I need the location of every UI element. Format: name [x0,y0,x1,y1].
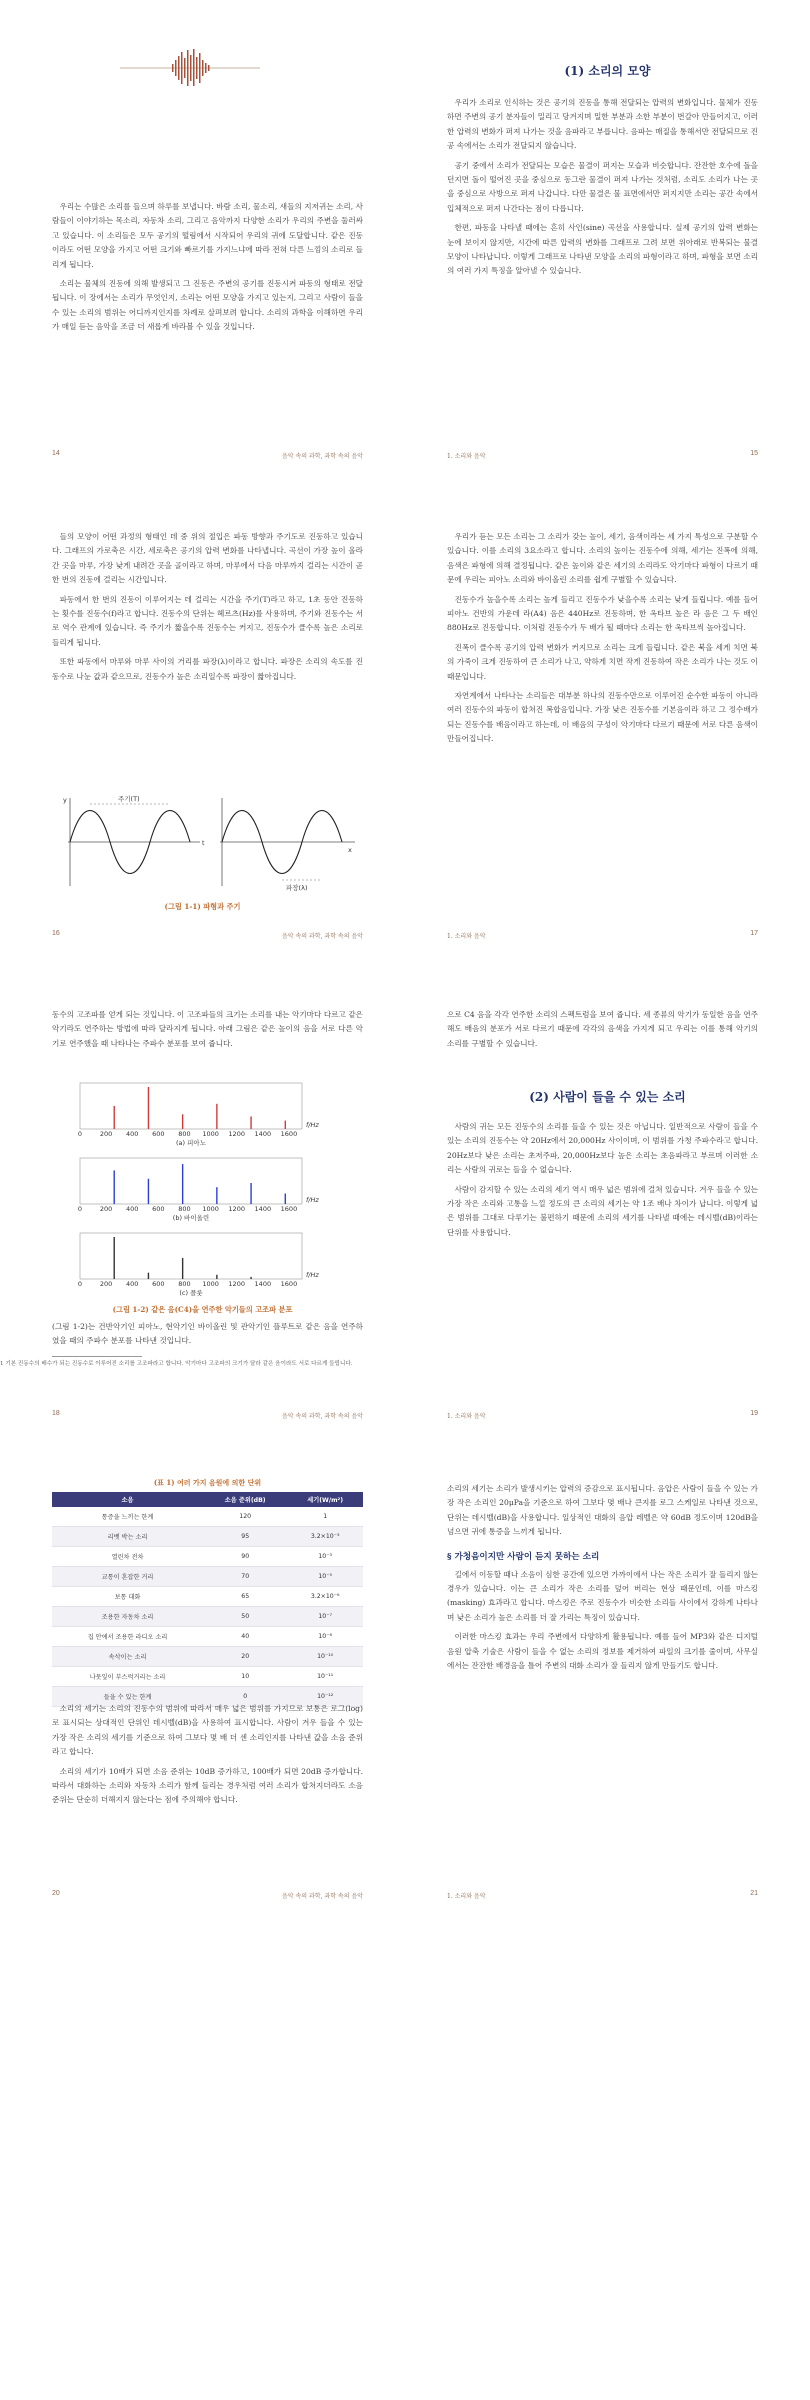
x-tick-label: 800 [178,1130,191,1138]
x-tick-label: 600 [152,1130,165,1138]
spectrum-panel [78,1158,319,1222]
page-18 [0,960,405,1440]
page-number: 16 [52,930,60,937]
page-footer [52,1890,363,1902]
y-axis-label: y [63,796,67,804]
x-axis-unit: f/Hz [306,1271,319,1279]
table-title: (표 1) 여러 가지 음원에 의한 단위 [153,1478,262,1487]
table-row: 조용한 자동차 소리 50 10⁻⁷ [52,1607,363,1627]
running-title: 1. 소리와 음악 [447,453,486,460]
x-axis-unit: f/Hz [306,1196,319,1204]
wavelength-label: 파장(λ) [286,884,308,892]
paragraph: 진동수가 높을수록 소리는 높게 들리고 진동수가 낮을수록 소리는 낮게 들립니다. 예를 들어 피아노 건반의 가운데 라(A4) 음은 440Hz로 진동하며, 한 옥타브 높은 라 음은 그 두 배인 880Hz로 진동합니다. 이처럼 진동수가 두 배가 될 때마다 소리는 한 옥타브씩 높아집니다. [447,594,758,633]
column-header: 소음 준위(dB) [203,1492,287,1507]
page-16 [0,480,405,960]
body-text [52,1702,363,1813]
x-tick-label: 1000 [202,1130,219,1138]
body-text [447,1120,758,1245]
plot-frame [80,1158,302,1204]
page-footer [447,930,758,942]
spread-16-17 [0,480,810,960]
soundwave-logo-icon [120,46,260,86]
page-number: 14 [52,450,60,457]
paragraph: 동수의 고조파를 얻게 되는 것입니다. 이 고조파들의 크기는 소리를 내는 악기마다 다르고 같은 악기라도 연주하는 방법에 따라 달라지게 됩니다. 아래 그림은 같은 높이의 음을 서로 다른 악기로 연주했을 때 나타나는 주파수 분포를 보여 줍니다. [52,1010,363,1048]
paragraph: 으로 C4 음을 각각 연주한 소리의 스펙트럼을 보여 줍니다. 세 종류의 악기가 동일한 음을 연주해도 배음의 분포가 서로 다르기 때문에 각각의 음색을 가지게 되고 우리는 이를 통해 악기의 소리를 구별할 수 있습니다. [447,1010,758,1048]
spread-14-15 [0,0,810,480]
x-tick-label: 0 [77,1205,83,1213]
running-title: 음악 속의 과학, 과학 속의 음악 [282,933,363,940]
paragraph: 자연계에서 나타나는 소리들은 대부분 하나의 진동수만으로 이루어진 순수한 파동이 아니라 여러 진동수의 파동이 합쳐진 복합음입니다. 가장 낮은 진동수를 기본음이라 하고 그 정수배가 되는 진동수를 배음이라고 하는데, 이 배음의 구성이 악기마다 다르기 때문에 서로 다른 음색이 만들어집니다. [447,691,758,744]
body-text [52,200,363,340]
page-number: 20 [52,1890,60,1897]
paragraph: 우리는 수많은 소리를 들으며 하루를 보냅니다. 바람 소리, 물소리, 새들의 지저귀는 소리, 사람들이 이야기하는 목소리, 자동차 소리, 그리고 음악까지 다양한 소리가 우리의 주변을 둘러싸고 있습니다. 이 소리들은 모두 공기의 떨림에서 시작되어 우리의 귀에 도달합니다. 같은 진동이라도 어떤 모양을 가지고 어떤 크기와 빠르기를 가지느냐에 따라 전혀 다른 느낌의 소리로 들리게 됩니다. [52,202,363,269]
table-row: 통증을 느끼는 한계 120 1 [52,1507,363,1527]
spread-18-19 [0,960,810,1440]
x-tick-label: 0 [77,1130,83,1138]
page-footer [52,930,363,942]
page-15 [405,0,810,480]
running-title: 1. 소리와 음악 [447,1893,486,1900]
footnote: 1 기본 진동수의 배수가 되는 진동수로 이루어진 소리를 고조파라고 합니다. 악기마다 고조파의 크기가 달라 같은 음이라도 서로 다르게 들립니다. [0,1361,353,1367]
body-text [52,1320,363,1354]
page-footer [447,1890,758,1902]
body-text [447,530,758,752]
body-text [447,1482,758,1678]
paragraph: 사람이 감지할 수 있는 소리의 세기 역시 매우 넓은 범위에 걸쳐 있습니다. 겨우 들을 수 있는 가장 작은 소리와 고통을 느낄 정도의 큰 소리의 세기는 약 1조 배나 차이가 납니다. 이렇게 넓은 범위를 그대로 다루기는 불편하기 때문에 소리의 세기를 나타낼 때에는 데시벨(dB)이라는 단위를 사용합니다. [447,1184,758,1237]
x-tick-label: 1400 [254,1130,272,1138]
running-title: 1. 소리와 음악 [447,1413,486,1420]
x-tick-label: 800 [178,1205,191,1213]
paragraph: 소리의 세기는 소리의 진동수의 범위에 따라서 매우 넓은 범위를 가지므로 보통은 로그(log)로 표시되는 상대적인 단위인 데시벨(dB)을 사용하여 표시합니다. 사람이 겨우 들을 수 있는 가장 작은 소리의 세기를 기준으로 하여 그보다 몇 배 더 센 소리인지를 나타낸 값을 소음 준위라고 합니다. [52,1704,363,1757]
running-title: 음악 속의 과학, 과학 속의 음악 [282,1413,363,1420]
x-tick-label: 400 [126,1280,139,1288]
running-title: 음악 속의 과학, 과학 속의 음악 [282,1893,363,1900]
page-footer [52,450,363,462]
x-tick-label: 1200 [228,1130,245,1138]
section-heading: (2) 사람이 들을 수 있는 소리 [529,1090,686,1104]
paragraph: 소리의 세기는 소리가 발생시키는 압력의 증감으로 표시됩니다. 음압은 사람이 들을 수 있는 가장 작은 소리인 20μPa을 기준으로 하여 그보다 몇 배나 큰지를 로그 스케일로 나타낸 것으로, 단위는 데시벨(dB)을 사용합니다. 일상적인 대화의 음압 레벨은 약 60dB 정도이며 120dB을 넘으면 귀에 통증을 느끼게 됩니다. [447,1484,758,1537]
paragraph: 길에서 이동할 때나 소음이 심한 공간에 있으면 가까이에서 나는 작은 소리가 잘 들리지 않는 경우가 있습니다. 이는 큰 소리가 작은 소리를 덮어 버리는 현상 때문인데, 이를 마스킹(masking) 효과라고 합니다. 마스킹은 주로 진동수가 비슷한 소리들 사이에서 강하게 나타나며 낮은 소리가 높은 소리를 더 잘 가리는 특징이 있습니다. [447,1569,758,1622]
page-19 [405,960,810,1440]
page-number: 18 [52,1410,60,1417]
paragraph: 사람의 귀는 모든 진동수의 소리를 들을 수 있는 것은 아닙니다. 일반적으로 사람이 들을 수 있는 소리의 진동수는 약 20Hz에서 20,000Hz 사이이며, 이 범위를 가청 주파수라고 합니다. 20Hz보다 낮은 소리는 초저주파, 20,000Hz보다 높은 소리는 초음파라고 부르며 이러한 소리는 사람의 귀로는 들을 수 없습니다. [447,1122,758,1175]
x-tick-label: 200 [99,1130,113,1138]
x-tick-label: 1600 [280,1130,298,1138]
spectrum-panel [78,1083,319,1147]
page-21 [405,1440,810,1920]
running-title: 1. 소리와 음악 [447,933,486,940]
table-row: 속삭이는 소리 20 10⁻¹⁰ [52,1647,363,1667]
t-axis-label: t [202,839,205,847]
x-tick-label: 400 [126,1130,139,1138]
x-tick-label: 1000 [202,1280,219,1288]
paragraph: 우리가 듣는 모든 소리는 그 소리가 갖는 높이, 세기, 음색이라는 세 가지 특성으로 구분할 수 있습니다. 이를 소리의 3요소라고 합니다. 소리의 높이는 진동수에 의해, 세기는 진폭에 의해, 음색은 파형에 의해 결정됩니다. 같은 높이와 같은 세기의 소리라도 악기마다 파형이 다르기 때문에 우리는 피아노 소리와 바이올린 소리를 쉽게 구별할 수 있습니다. [447,532,758,585]
paragraph: 공기 중에서 소리가 전달되는 모습은 물결이 퍼지는 모습과 비슷합니다. 잔잔한 호수에 돌을 던지면 돌이 떨어진 곳을 중심으로 동그란 물결이 퍼져 나가는 것처럼, 소리도 소리가 나는 곳을 중심으로 사방으로 퍼져 나갑니다. 다만 물결은 물 표면에서만 퍼지지만 소리는 공간 속에서 입체적으로 퍼져 나간다는 점이 다릅니다. [447,160,758,213]
waveform-figure [60,790,360,895]
paragraph: 또한 파동에서 마루와 마루 사이의 거리를 파장(λ)이라고 합니다. 파장은 소리의 속도를 진동수로 나눈 값과 같으므로, 진동수가 높은 소리일수록 파장이 짧아집니다. [52,657,363,681]
table-row: 집 안에서 조용한 라디오 소리 40 10⁻⁸ [52,1627,363,1647]
x-tick-label: 1600 [280,1280,298,1288]
plot-frame [80,1233,302,1279]
page-number: 17 [750,930,758,937]
x-tick-label: 800 [178,1280,191,1288]
sub-heading: § 가청음이지만 사람이 듣지 못하는 소리 [447,1551,600,1562]
table-block [52,1478,363,1707]
column-header: 소음 [52,1492,203,1507]
x-axis-label: x [348,846,352,854]
section-heading: (1) 소리의 모양 [564,64,651,78]
body-text [52,530,363,689]
page-14 [0,0,405,480]
x-tick-label: 200 [99,1205,113,1213]
page-footer [52,1410,363,1422]
paragraph: 이러한 마스킹 효과는 우리 주변에서 다양하게 활용됩니다. 예를 들어 MP3와 같은 디지털 음원 압축 기술은 사람이 들을 수 없는 소리의 정보를 제거하여 파일의 크기를 줄이며, 사무실에서는 잔잔한 배경음을 틀어 주변의 대화 소리가 잘 들리지 않게 만들기도 합니다. [447,1632,758,1671]
x-tick-label: 1200 [228,1280,245,1288]
body-text [52,1008,363,1056]
x-tick-label: 1000 [202,1205,219,1213]
page-number: 21 [750,1890,758,1897]
panel-title: (a) 피아노 [176,1139,206,1147]
panel-title: (b) 바이올린 [172,1214,210,1222]
footnote-rule [52,1356,142,1357]
x-tick-label: 1200 [228,1205,245,1213]
running-title: 음악 속의 과학, 과학 속의 음악 [282,453,363,460]
paragraph: 진폭이 클수록 공기의 압력 변화가 커지므로 소리는 크게 들립니다. 같은 북을 세게 치면 북의 가죽이 크게 진동하여 큰 소리가 나고, 약하게 치면 작게 진동하여 작은 소리가 나는 것도 이 때문입니다. [447,642,758,681]
x-axis-unit: f/Hz [306,1121,319,1129]
body-text [447,96,758,284]
page-footer [447,1410,758,1422]
x-tick-label: 200 [99,1280,113,1288]
paragraph: 들의 모양이 어떤 과정의 형태인 데 중 위의 절입은 파동 방향과 주기도로 진동하고 있습니다. 그래프의 가로축은 시간, 세로축은 공기의 압력 변화를 나타냅니다. 곡선이 가장 높이 올라간 곳을 마루, 가장 낮게 내려간 곳을 골이라고 하며, 마루에서 다음 마루까지 걸리는 시간이 곧 한 번의 진동에 걸리는 시간입니다. [52,532,363,585]
noise-level-table [52,1492,363,1707]
page-20 [0,1440,405,1920]
page-footer [447,450,758,462]
x-tick-label: 600 [152,1280,165,1288]
table-row: 열린차 전차 90 10⁻³ [52,1547,363,1567]
paragraph: 소리는 물체의 진동에 의해 발생되고 그 진동은 주변의 공기를 진동시켜 파동의 형태로 전달됩니다. 이 장에서는 소리가 무엇인지, 소리는 어떤 모양을 가지고 있는지, 그리고 사람이 들을 수 있는 소리의 범위는 어디까지인지를 차례로 살펴보려 합니다. 소리의 과학을 이해하면 우리가 매일 듣는 음악을 조금 더 새롭게 바라볼 수 있을 것입니다. [52,279,363,332]
table-row: 나뭇잎이 부스럭거리는 소리 10 10⁻¹¹ [52,1667,363,1687]
plot-frame [80,1083,302,1129]
paragraph: (그림 1-2)는 건반악기인 피아노, 현악기인 바이올린 및 관악기인 플루트로 같은 음을 연주하였을 때의 주파수 분포를 나타낸 것입니다. [52,1322,363,1346]
page-number: 15 [750,450,758,457]
table-row: 들을 수 있는 한계 0 10⁻¹² [52,1687,363,1707]
period-label: 주기(T) [118,795,140,803]
x-tick-label: 0 [77,1280,83,1288]
table-row: 리벳 박는 소리 95 3.2×10⁻³ [52,1527,363,1547]
x-tick-label: 600 [152,1205,165,1213]
table-row: 보통 대화 65 3.2×10⁻⁶ [52,1587,363,1607]
paragraph: 소리의 세기가 10배가 되면 소음 준위는 10dB 증가하고, 100배가 되면 20dB 증가합니다. 따라서 대화하는 소리와 자동차 소리가 함께 들리는 경우처럼 여러 소리가 합쳐지더라도 소음 준위는 단순히 더해지지 않는다는 점에 주의해야 합니다. [52,1766,363,1805]
figure-caption: (그림 1-1) 파형과 주기 [164,902,241,911]
x-tick-label: 400 [126,1205,139,1213]
x-tick-label: 1400 [254,1205,272,1213]
x-tick-label: 1400 [254,1280,272,1288]
paragraph: 파동에서 한 번의 진동이 이루어지는 데 걸리는 시간을 주기(T)라고 하고, 1초 동안 진동하는 횟수를 진동수(f)라고 합니다. 진동수의 단위는 헤르츠(Hz)를 사용하며, 주기와 진동수는 서로 역수 관계에 있습니다. 즉 주기가 짧을수록 진동수는 커지고, 진동수가 클수록 높은 소리로 들리게 됩니다. [52,594,363,647]
paragraph: 우리가 소리로 인식하는 것은 공기의 진동을 통해 전달되는 압력의 변화입니다. 물체가 진동하면 주변의 공기 분자들이 밀리고 당겨지며 밀한 부분과 소한 부분이 번갈아 만들어지고, 이러한 압력의 변화가 퍼져 나가는 것을 음파라고 부릅니다. 음파는 매질을 통해서만 전달되므로 진공 속에서는 소리가 전달되지 않습니다. [447,98,758,151]
panel-title: (c) 플룻 [179,1289,203,1297]
page-17 [405,480,810,960]
paragraph: 한편, 파동을 나타낼 때에는 흔히 사인(sine) 곡선을 사용합니다. 실제 공기의 압력 변화는 눈에 보이지 않지만, 시간에 따른 압력의 변화를 그래프로 그려 보면 위아래로 반복되는 물결 모양이 나타납니다. 이렇게 그래프로 나타낸 모양을 소리의 파형이라고 하며, 파형을 보면 소리의 여러 가지 특징을 알아낼 수 있습니다. [447,223,758,276]
column-header: 세기(W/m²) [287,1492,363,1507]
harmonic-spectra-figure [70,1075,340,1300]
table-row: 교통이 혼잡한 거리 70 10⁻⁵ [52,1567,363,1587]
x-tick-label: 1600 [280,1205,298,1213]
spectrum-panel [78,1233,319,1297]
body-text [447,1008,758,1056]
spread-20-21 [0,1440,810,1920]
page-number: 19 [750,1410,758,1417]
figure-caption: (그림 1-2) 같은 음(C4)을 연주한 악기들의 고조파 분포 [112,1305,293,1314]
